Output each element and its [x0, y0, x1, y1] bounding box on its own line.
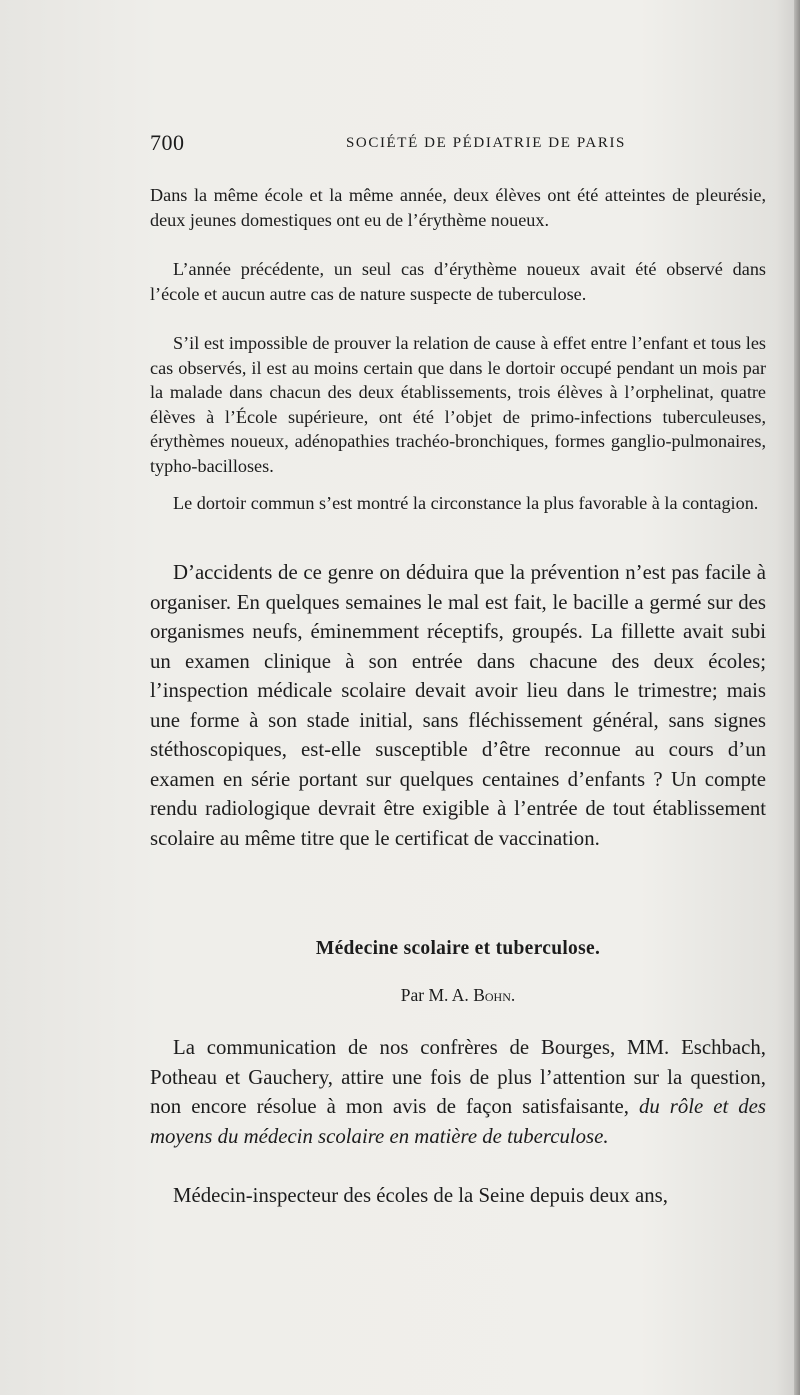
- paragraph-4: Le dortoir commun s’est montré la circonstance la plus favorable à la contagion.: [173, 493, 759, 513]
- running-title: SOCIÉTÉ DE PÉDIATRIE DE PARIS: [345, 135, 626, 151]
- paragraph-6-text: La communication de nos confrères de Bourges, MM. Eschbach, Potheau et Gauchery, attire une fois de plus l’attention sur la question, non encore résolue à mon avis de façon satisfaisante,: [150, 1036, 766, 1118]
- paragraph-5: D’accidents de ce genre on déduira que la prévention n’est pas facile à organiser. En quelques semaines le mal est fait, le bacille a germé sur des organismes neufs, éminemment réceptifs, groupés. La fillette avait subi un examen clinique à son entrée dans chacune des deux écoles; l’inspection médicale scolaire devait avoir lieu dans le trimestre; mais une forme à son stade initial, sans fléchissement général, sans signes stéthoscopiques, est-elle susceptible d’être reconnue au cours d’un examen en série portant sur quelques centaines d’enfants ? Un compte rendu radiologique devrait être exigible à l’entrée de tout établissement scolaire au même titre que le certificat de vaccination.: [150, 561, 766, 850]
- page-header: [150, 130, 626, 160]
- section-title: Médecine scolaire et tuberculose.: [315, 938, 601, 959]
- author-prefix: Par M. A.: [400, 985, 474, 1005]
- page-edge-shadow: [794, 0, 800, 1395]
- paragraph-1: Dans la même école et la même année, deux élèves ont été atteintes de pleurésie, deux jeunes domestiques ont eu de l’érythème noueux.: [150, 185, 766, 230]
- page-number: 700: [150, 130, 185, 155]
- paragraph-3: S’il est impossible de prouver la relation de cause à effet entre l’enfant et tous les cas observés, il est au moins certain que dans le dortoir occupé pendant un mois par la malade dans chacun des deux établissements, trois élèves à l’orphelinat, quatre élèves à l’École supérieure, ont été l’objet de primo-infections tuberculeuses, érythèmes noueux, adénopathies trachéo-bronchiques, formes ganglio-pulmonaires, typho-bacilloses.: [150, 333, 766, 476]
- paragraph-6-italic: du rôle et des moyens du médecin scolaire en matière de tuberculose.: [150, 1095, 766, 1148]
- paragraph-2: L’année précédente, un seul cas d’érythème noueux avait été observé dans l’école et aucun autre cas de nature suspecte de tuberculose.: [150, 259, 766, 304]
- author-name: Bohn.: [473, 985, 516, 1005]
- paragraph-6: [150, 1033, 766, 1151]
- paragraph-7: Médecin-inspecteur des écoles de la Seine depuis deux ans,: [173, 1184, 668, 1207]
- section-author: [150, 985, 766, 1006]
